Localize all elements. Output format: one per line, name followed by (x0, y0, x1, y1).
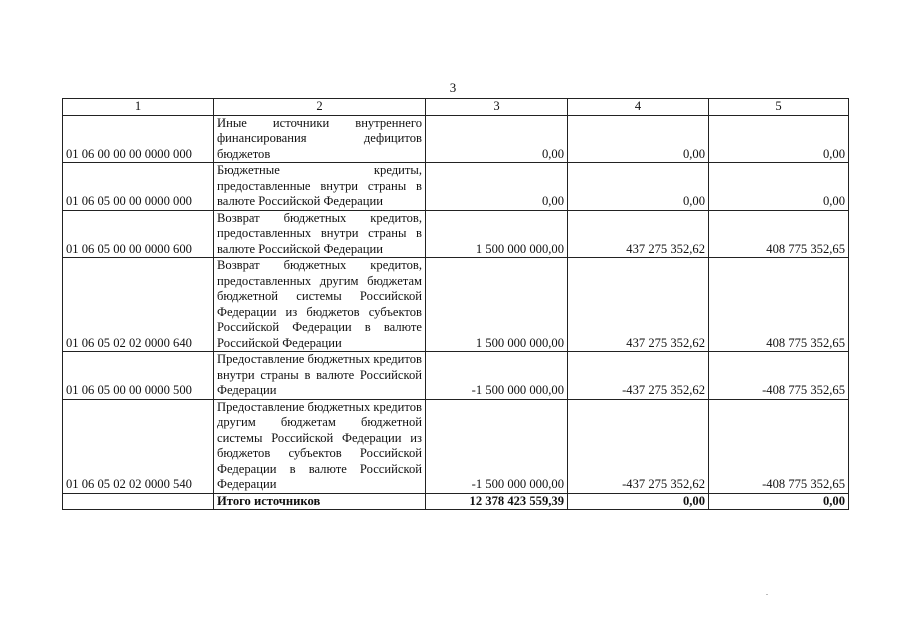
amount-col5: 408 775 352,65 (709, 258, 849, 352)
total-col3: 12 378 423 559,39 (426, 493, 568, 510)
table-row (63, 258, 849, 352)
column-header: 3 (426, 99, 568, 116)
amount-col4: -437 275 352,62 (568, 399, 709, 493)
total-col4: 0,00 (568, 493, 709, 510)
amount-col5: 408 775 352,65 (709, 210, 849, 258)
amount-col4: 437 275 352,62 (568, 258, 709, 352)
table-row (63, 352, 849, 400)
empty-cell (63, 493, 214, 510)
source-name: Возврат бюджетных кредитов, предоставленных внутри страны в валюте Российской Федерации (214, 210, 426, 258)
column-header: 1 (63, 99, 214, 116)
amount-col3: 1 500 000 000,00 (426, 210, 568, 258)
budget-code: 01 06 05 02 02 0000 640 (63, 258, 214, 352)
amount-col3: 1 500 000 000,00 (426, 258, 568, 352)
amount-col3: -1 500 000 000,00 (426, 352, 568, 400)
source-name: Иные источники внутреннего финансирования дефицитов бюджетов (214, 115, 426, 163)
amount-col4: 437 275 352,62 (568, 210, 709, 258)
source-name: Предоставление бюджетных кредитов внутри страны в валюте Российской Федерации (214, 352, 426, 400)
amount-col5: 0,00 (709, 163, 849, 211)
budget-code: 01 06 05 00 00 0000 600 (63, 210, 214, 258)
table-row (63, 399, 849, 493)
total-col5: 0,00 (709, 493, 849, 510)
budget-code: 01 06 00 00 00 0000 000 (63, 115, 214, 163)
column-header: 5 (709, 99, 849, 116)
source-name: Предоставление бюджетных кредитов другим бюджетам бюджетной системы Российской Федерации из бюджетов субъектов Российской Федерации в валюте Российской Федерации (214, 399, 426, 493)
column-header: 2 (214, 99, 426, 116)
amount-col4: 0,00 (568, 115, 709, 163)
column-header: 4 (568, 99, 709, 116)
amount-col3: -1 500 000 000,00 (426, 399, 568, 493)
table-row (63, 210, 849, 258)
table-row (63, 115, 849, 163)
amount-col5: -408 775 352,65 (709, 399, 849, 493)
amount-col4: 0,00 (568, 163, 709, 211)
budget-sources-table (62, 98, 849, 510)
header-row (63, 99, 849, 116)
budget-code: 01 06 05 00 00 0000 000 (63, 163, 214, 211)
amount-col5: 0,00 (709, 115, 849, 163)
scan-speck (766, 594, 768, 595)
budget-code: 01 06 05 02 02 0000 540 (63, 399, 214, 493)
amount-col4: -437 275 352,62 (568, 352, 709, 400)
budget-code: 01 06 05 00 00 0000 500 (63, 352, 214, 400)
table-row (63, 163, 849, 211)
source-name: Возврат бюджетных кредитов, предоставленных другим бюджетам бюджетной системы Российской Федерации из бюджетов субъектов Российской Федерации в валюте Российской Федерации (214, 258, 426, 352)
total-label: Итого источников (214, 493, 426, 510)
amount-col3: 0,00 (426, 115, 568, 163)
total-row (63, 493, 849, 510)
amount-col5: -408 775 352,65 (709, 352, 849, 400)
page-number: 3 (449, 80, 457, 95)
amount-col3: 0,00 (426, 163, 568, 211)
source-name: Бюджетные кредиты, предоставленные внутри страны в валюте Российской Федерации (214, 163, 426, 211)
